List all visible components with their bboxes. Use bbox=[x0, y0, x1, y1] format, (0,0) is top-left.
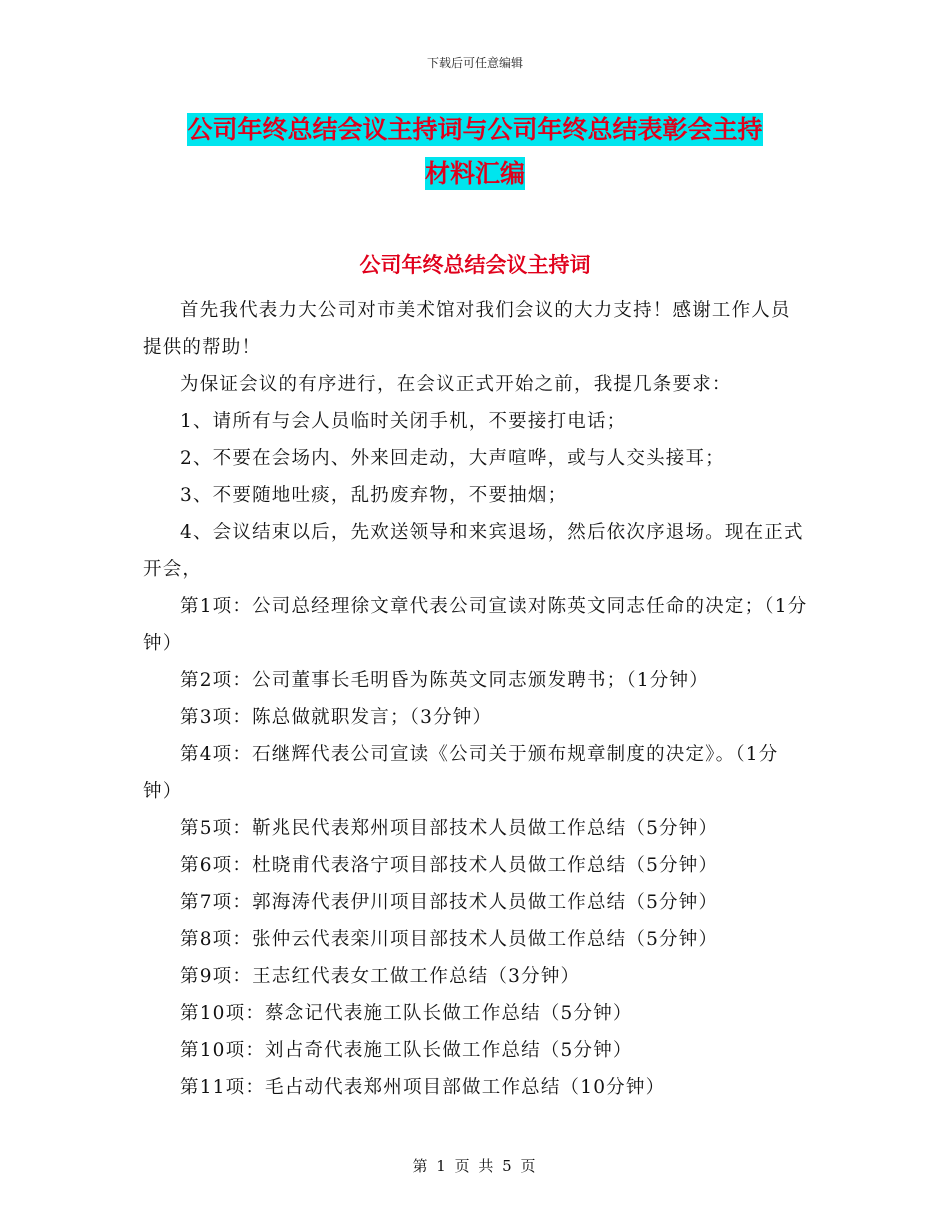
paragraph: 第7项：郭海涛代表伊川项目部技术人员做工作总结（5分钟） bbox=[180, 892, 719, 913]
section-title: 公司年终总结会议主持词 bbox=[359, 253, 591, 277]
paragraph: 第10项：刘占奇代表施工队长做工作总结（5分钟） bbox=[180, 1040, 633, 1061]
paragraph: 首先我代表力大公司对市美术馆对我们会议的大力支持！感谢工作人员提供的帮助！ bbox=[143, 300, 791, 358]
paragraph: 第2项：公司董事长毛明昏为陈英文同志颁发聘书；（1分钟） bbox=[180, 670, 709, 691]
paragraph: 第1项：公司总经理徐文章代表公司宣读对陈英文同志任命的决定；（1分钟） bbox=[143, 596, 808, 654]
title-highlight-2: 材料汇编 bbox=[424, 159, 525, 188]
document-title-line-1 bbox=[0, 113, 950, 147]
document-title-line-2 bbox=[0, 157, 950, 191]
paragraph: 第9项：王志红代表女工做工作总结（3分钟） bbox=[180, 966, 581, 987]
header-note: 下载后可任意编辑 bbox=[426, 56, 523, 70]
paragraph: 3、不要随地吐痰，乱扔废弃物，不要抽烟； bbox=[180, 485, 568, 506]
document-body bbox=[143, 292, 808, 1106]
paragraph: 为保证会议的有序进行，在会议正式开始之前，我提几条要求： bbox=[180, 374, 732, 395]
paragraph: 第8项：张仲云代表栾川项目部技术人员做工作总结（5分钟） bbox=[180, 929, 719, 950]
paragraph: 第10项：蔡念记代表施工队长做工作总结（5分钟） bbox=[180, 1003, 633, 1024]
paragraph: 第11项：毛占动代表郑州项目部做工作总结（10分钟） bbox=[180, 1077, 666, 1098]
paragraph: 2、不要在会场内、外来回走动，大声喧哗，或与人交头接耳； bbox=[180, 448, 725, 469]
paragraph: 第4项：石继辉代表公司宣读《公司关于颁布规章制度的决定》。（1分钟） bbox=[143, 744, 779, 802]
paragraph: 4、会议结束以后，先欢送领导和来宾退场，然后依次序退场。现在正式开会， bbox=[143, 522, 804, 580]
paragraph: 第5项：靳兆民代表郑州项目部技术人员做工作总结（5分钟） bbox=[180, 818, 719, 839]
paragraph: 第3项：陈总做就职发言；（3分钟） bbox=[180, 707, 493, 728]
paragraph: 1、请所有与会人员临时关闭手机，不要接打电话； bbox=[180, 411, 627, 432]
title-highlight-1: 公司年终总结会议主持词与公司年终总结表彰会主持 bbox=[187, 115, 763, 144]
paragraph: 第6项：杜晓甫代表洛宁项目部技术人员做工作总结（5分钟） bbox=[180, 855, 719, 876]
page-footer: 第 1 页 共 5 页 bbox=[412, 1157, 538, 1175]
